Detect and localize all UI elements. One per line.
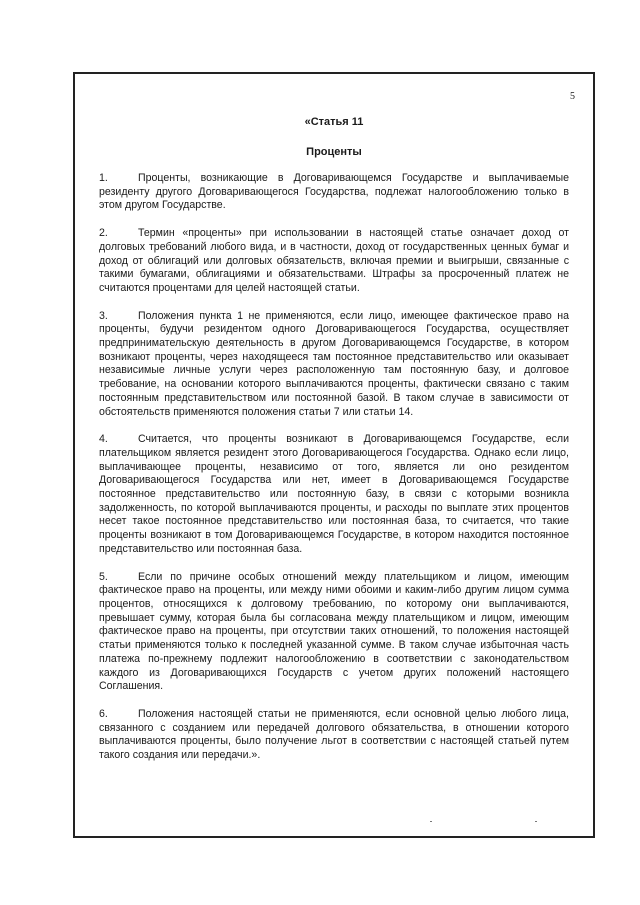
paragraph-text: Если по причине особых отношений между плательщиком и лицом, имеющим фактическое право на проценты, или между ними обоими и каким-либо другим лицом сумма процентов, относящихся к долговому требованию, по которому они выплачиваются, превышает сумму, которая была бы согласована между плательщиком и лицом, имеющим фактическое право на проценты, при отсутствии таких отношений, то положения настоящей статьи применяются только к последней указанной сумме. В таком случае избыточная часть платежа по-прежнему подлежит налогообложению в соответствии с законодательством каждого из Договаривающихся Государств с учетом других положений настоящего Соглашения.: [99, 570, 569, 693]
paragraph-number: 3.: [99, 309, 108, 322]
article-title: Проценты: [306, 146, 362, 158]
page-number: 5: [570, 91, 575, 102]
paragraph-text: Проценты, возникающие в Договаривающемся Государстве и выплачиваемые резиденту другого Договаривающегося Государства, подлежат налогообложению только в этом другом Государстве.: [99, 172, 569, 212]
paragraph-number: 2.: [99, 227, 108, 240]
paragraph-number: 4.: [99, 433, 108, 446]
paragraph-3: [99, 310, 569, 420]
document-body: [99, 115, 569, 777]
paragraph-text: Положения пункта 1 не применяются, если лицо, имеющее фактическое право на проценты, будучи резидентом одного Договаривающегося Государства, осуществляет предпринимательскую деятельность в другом Договаривающемся Государстве, в котором возникают проценты, через находящееся там постоянное представительство или оказывает независимые личные услуги через расположенную там постоянную базу, и долговое требование, на основании которого выплачиваются проценты, фактически связано с таким постоянным представительством или постоянной базой. В таком случае в зависимости от обстоятельств применяются положения статьи 7 или статьи 14.: [99, 309, 569, 418]
paragraph-number: 5.: [99, 570, 108, 583]
paragraph-2: [99, 227, 569, 296]
paragraph-number: 1.: [99, 172, 108, 184]
document-page: [73, 72, 595, 838]
paragraph-text: Термин «проценты» при использовании в настоящей статье означает доход от долговых требований любого вида, и в частности, доход от государственных ценных бумаг и доход от облигаций или долговых обязательств, включая премии и выигрыши, связанные с такими бумагами, облигациями и обязательствами. Штрафы за просроченный платеж не считаются процентами для целей настоящей статьи.: [99, 227, 569, 294]
paragraph-text: Считается, что проценты возникают в Договаривающемся Государстве, если плательщиком является резидент этого Договаривающегося Государства. Однако если лицо, выплачивающее проценты, независимо от того, является ли оно резидентом Договаривающегося Государства или нет, имеет в Договаривающемся Государстве постоянное представительство или постоянную базу, в связи с которыми возникла задолженность, по которой выплачиваются проценты, и расходы по выплате этих процентов несет такое постоянное представительство или постоянная база, то считается, что такие проценты возникают в том Договаривающемся Государстве, в котором находится постоянное представительство или постоянная база.: [99, 433, 569, 555]
paragraph-number: 6.: [99, 707, 108, 720]
paragraph-1: [99, 172, 569, 213]
scan-speck: [430, 821, 432, 822]
article-heading: «Статья 11: [304, 116, 364, 128]
paragraph-text: Положения настоящей статьи не применяются, если основной целью любого лица, связанного с созданием или передачей долгового обязательства, в отношении которого выплачиваются проценты, было получение льгот в соответствии с настоящей статьей путем такого создания или передачи.».: [99, 707, 569, 762]
paragraph-5: [99, 571, 569, 694]
paragraph-4: [99, 433, 569, 556]
paragraph-6: [99, 708, 569, 763]
scan-speck: [535, 821, 537, 822]
